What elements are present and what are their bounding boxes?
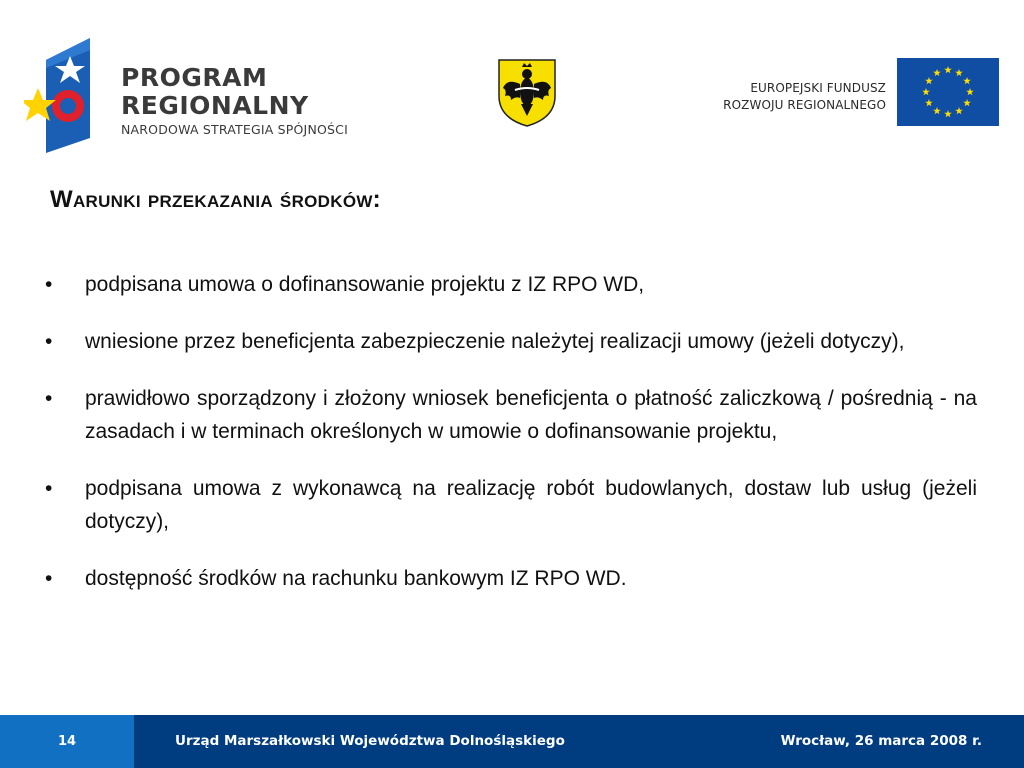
page-number: 14 — [0, 715, 134, 768]
bullet-item — [45, 562, 977, 595]
slide-header — [0, 0, 1024, 160]
slide-title: Warunki przekazania środków: — [50, 186, 381, 213]
bullet-item — [45, 382, 977, 448]
program-logo-line3: NARODOWA STRATEGIA SPÓJNOŚCI — [121, 122, 348, 137]
coat-of-arms-icon — [497, 58, 557, 128]
eu-fund-line1: EUROPEJSKI FUNDUSZ — [750, 81, 886, 95]
bullet-item — [45, 268, 977, 301]
bullet-marker: • — [45, 567, 53, 590]
program-regionalny-logo — [24, 38, 384, 153]
eu-flag-icon — [897, 58, 999, 126]
bullet-text: podpisana umowa o dofinansowanie projektu z IZ RPO WD, — [85, 273, 645, 296]
program-logo-line2: REGIONALNY — [121, 91, 309, 120]
bullet-marker: • — [45, 387, 53, 410]
bullet-marker: • — [45, 477, 53, 500]
footer-date: Wrocław, 26 marca 2008 r. — [780, 733, 982, 749]
bullet-list — [45, 268, 977, 619]
bullet-text: prawidłowo sporządzony i złożony wniosek beneficjenta o płatność zaliczkową / pośrednią - na zasadach i w terminach określonych w umowie o dofinansowanie projektu, — [85, 387, 977, 443]
program-regionalny-star-logo-icon — [24, 38, 116, 153]
program-logo-line1: PROGRAM — [121, 63, 268, 92]
bullet-text: podpisana umowa z wykonawcą na realizację robót budowlanych, dostaw lub usług (jeżeli dotyczy), — [85, 477, 977, 533]
bullet-marker: • — [45, 330, 53, 353]
bullet-item — [45, 325, 977, 358]
slide-footer — [0, 715, 1024, 768]
bullet-text: wniesione przez beneficjenta zabezpieczenie należytej realizacji umowy (jeżeli dotyczy), — [85, 330, 905, 353]
bullet-text: dostępność środków na rachunku bankowym IZ RPO WD. — [85, 567, 627, 590]
eu-fund-label — [723, 80, 886, 114]
bullet-marker: • — [45, 273, 53, 296]
bullet-item — [45, 472, 977, 538]
eu-fund-line2: ROZWOJU REGIONALNEGO — [723, 98, 886, 112]
footer-organization: Urząd Marszałkowski Województwa Dolnośląskiego — [175, 733, 565, 749]
